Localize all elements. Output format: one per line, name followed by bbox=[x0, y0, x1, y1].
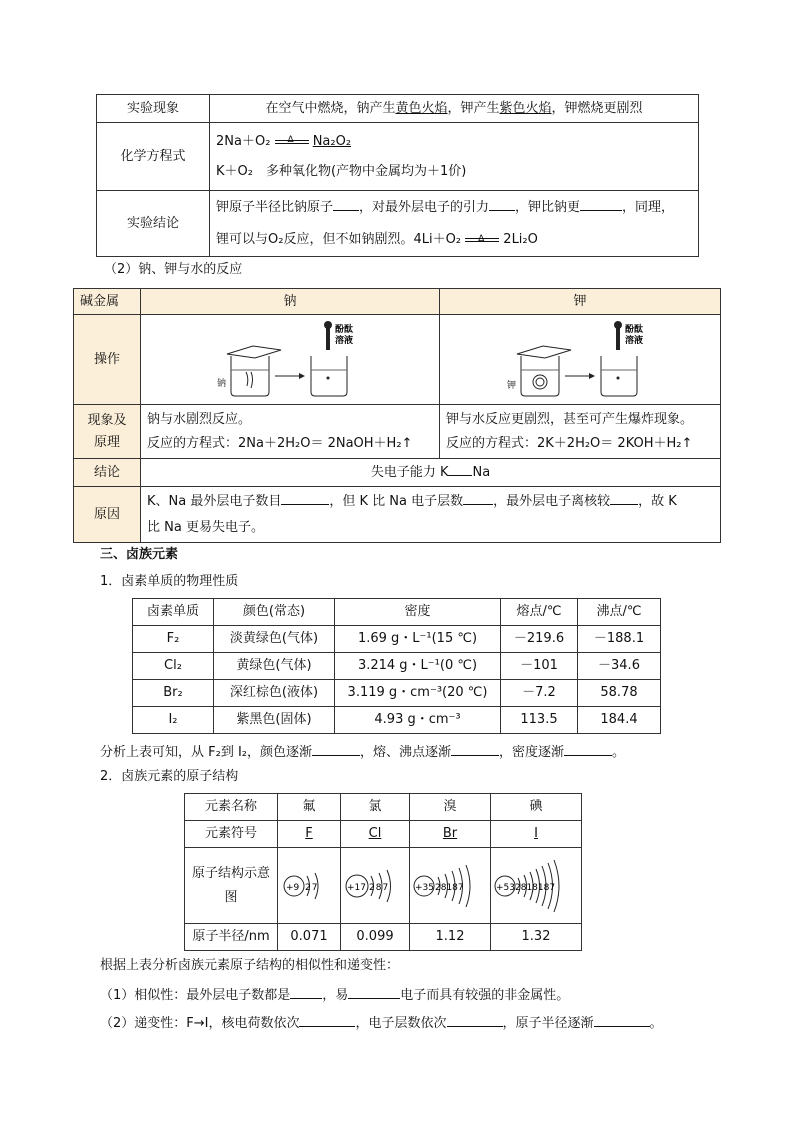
cell: 1.69 g・L⁻¹(15 ℃) bbox=[335, 626, 501, 653]
table-row bbox=[133, 707, 661, 734]
cell: 溴 bbox=[410, 794, 491, 821]
row-label-phenomenon-principle: 现象及 原理 bbox=[74, 405, 141, 459]
col-header: 卤素单质 bbox=[133, 599, 214, 626]
row-label-operation: 操作 bbox=[74, 315, 141, 405]
svg-text:287: 287 bbox=[369, 882, 390, 893]
potassium-apparatus-cell bbox=[440, 315, 721, 405]
summary-title: 根据上表分析卤族元素原子结构的相似性和递变性： bbox=[100, 958, 400, 973]
sodium-apparatus-diagram bbox=[215, 320, 365, 400]
header-alkali: 碱金属 bbox=[74, 289, 141, 315]
conclusion-cell: 钾原子半径比钠原子 ，对最外层电子的引力 ，钾比钠更 ，同理， 锂可以与O₂反应，但不如钠剧烈。4Li＋O₂ Δ 2Li₂O bbox=[210, 191, 699, 257]
cell: 1.12 bbox=[410, 924, 491, 951]
cell: 氟 bbox=[278, 794, 341, 821]
trend-text: （2）递变性：F→I，核电荷数依次 ，电子层数依次 ，原子半径逐渐 。 bbox=[100, 1012, 663, 1034]
similarity-text: （1）相似性：最外层电子数都是 ，易 电子而具有较强的非金属性。 bbox=[100, 984, 569, 1006]
svg-text:28187: 28187 bbox=[435, 882, 464, 893]
atom-diagram-br bbox=[410, 848, 491, 924]
svg-text:+35: +35 bbox=[415, 882, 434, 893]
cell: F₂ bbox=[133, 626, 214, 653]
row-label-equation: 化学方程式 bbox=[97, 123, 210, 191]
cell: 113.5 bbox=[501, 707, 578, 734]
reaction-table bbox=[96, 94, 699, 257]
row-label-phenomenon: 实验现象 bbox=[97, 95, 210, 123]
header-sodium: 钠 bbox=[141, 289, 440, 315]
svg-text:酚酞: 酚酞 bbox=[335, 324, 354, 335]
cell: 0.099 bbox=[341, 924, 410, 951]
cell: 0.071 bbox=[278, 924, 341, 951]
conclusion2-cell: 失电子能力 K Na bbox=[141, 459, 721, 487]
table-row bbox=[133, 680, 661, 707]
subtitle-physical-properties: 1．卤素单质的物理性质 bbox=[100, 574, 239, 589]
cell: 淡黄绿色(气体) bbox=[214, 626, 335, 653]
col-header: 密度 bbox=[335, 599, 501, 626]
cell: －188.1 bbox=[578, 626, 661, 653]
cell: 氯 bbox=[341, 794, 410, 821]
row-label-diagram: 原子结构示意图 bbox=[185, 848, 278, 924]
svg-text:+9: +9 bbox=[286, 882, 300, 893]
cell: 深红棕色(液体) bbox=[214, 680, 335, 707]
row-label-conclusion2: 结论 bbox=[74, 459, 141, 487]
halogen-properties-table bbox=[132, 598, 661, 734]
cell: Cl bbox=[341, 821, 410, 848]
potassium-apparatus-diagram bbox=[505, 320, 655, 400]
cell: 3.214 g・L⁻¹(0 ℃) bbox=[335, 653, 501, 680]
cell: 184.4 bbox=[578, 707, 661, 734]
svg-text:溶液: 溶液 bbox=[625, 335, 644, 346]
cell: －101 bbox=[501, 653, 578, 680]
cell: I bbox=[491, 821, 582, 848]
section-title-halogens: 三、卤族元素 bbox=[100, 547, 179, 562]
table-row bbox=[133, 626, 661, 653]
potassium-phenomenon: 钾与水反应更剧烈，甚至可产生爆炸现象。 反应的方程式：2K＋2H₂O＝ 2KOH＋H₂↑ bbox=[440, 405, 721, 459]
sodium-apparatus-cell bbox=[141, 315, 440, 405]
cell: 黄绿色(气体) bbox=[214, 653, 335, 680]
cell: －34.6 bbox=[578, 653, 661, 680]
col-header: 沸点/℃ bbox=[578, 599, 661, 626]
row-label-conclusion: 实验结论 bbox=[97, 191, 210, 257]
row-label-radius: 原子半径/nm bbox=[185, 924, 278, 951]
atom-diagram-cl bbox=[341, 848, 410, 924]
cell: －219.6 bbox=[501, 626, 578, 653]
sodium-label: 钠 bbox=[217, 378, 227, 389]
cell: Br₂ bbox=[133, 680, 214, 707]
analysis-text: 分析上表可知，从 F₂到 I₂，颜色逐渐 ，熔、沸点逐渐 ，密度逐渐 。 bbox=[100, 741, 625, 763]
potassium-label: 钾 bbox=[507, 380, 517, 391]
col-header: 颜色(常态) bbox=[214, 599, 335, 626]
cell: I₂ bbox=[133, 707, 214, 734]
cell: 紫黑色(固体) bbox=[214, 707, 335, 734]
svg-text:27: 27 bbox=[305, 882, 319, 893]
water-reaction-table bbox=[73, 288, 721, 543]
svg-text:+53: +53 bbox=[496, 882, 515, 893]
cell: Br bbox=[410, 821, 491, 848]
header-potassium: 钾 bbox=[440, 289, 721, 315]
phenomenon-cell: 在空气中燃烧，钠产生黄色火焰，钾产生紫色火焰，钾燃烧更剧烈 bbox=[210, 95, 699, 123]
row-label-reason: 原因 bbox=[74, 487, 141, 543]
cell: 1.32 bbox=[491, 924, 582, 951]
cell: 碘 bbox=[491, 794, 582, 821]
table-row bbox=[133, 653, 661, 680]
svg-text:2818187: 2818187 bbox=[515, 882, 556, 893]
reason-cell: K、Na 最外层电子数目 ，但 K 比 Na 电子层数 ，最外层电子离核较 ，故 K 比 Na 更易失电子。 bbox=[141, 487, 721, 543]
equation-cell: 2Na＋O₂ Δ Na₂O₂ K＋O₂ 多种氧化物(产物中金属均为＋1价) bbox=[210, 123, 699, 191]
atom-diagram-f bbox=[278, 848, 341, 924]
svg-text:酚酞: 酚酞 bbox=[625, 324, 644, 335]
atom-diagram-i bbox=[491, 848, 582, 924]
cell: －7.2 bbox=[501, 680, 578, 707]
sodium-phenomenon: 钠与水剧烈反应。 反应的方程式：2Na＋2H₂O＝ 2NaOH＋H₂↑ bbox=[141, 405, 440, 459]
svg-text:+17: +17 bbox=[347, 882, 366, 893]
cell: 58.78 bbox=[578, 680, 661, 707]
cell: 4.93 g・cm⁻³ bbox=[335, 707, 501, 734]
subtitle-atomic-structure: 2．卤族元素的原子结构 bbox=[100, 769, 239, 784]
section-title-water-reaction: （2）钠、钾与水的反应 bbox=[104, 262, 243, 277]
row-label-symbol: 元素符号 bbox=[185, 821, 278, 848]
row-label-name: 元素名称 bbox=[185, 794, 278, 821]
cell: F bbox=[278, 821, 341, 848]
cell: Cl₂ bbox=[133, 653, 214, 680]
col-header: 熔点/℃ bbox=[501, 599, 578, 626]
atomic-structure-table bbox=[184, 793, 582, 951]
svg-text:溶液: 溶液 bbox=[335, 335, 354, 346]
cell: 3.119 g・cm⁻³(20 ℃) bbox=[335, 680, 501, 707]
